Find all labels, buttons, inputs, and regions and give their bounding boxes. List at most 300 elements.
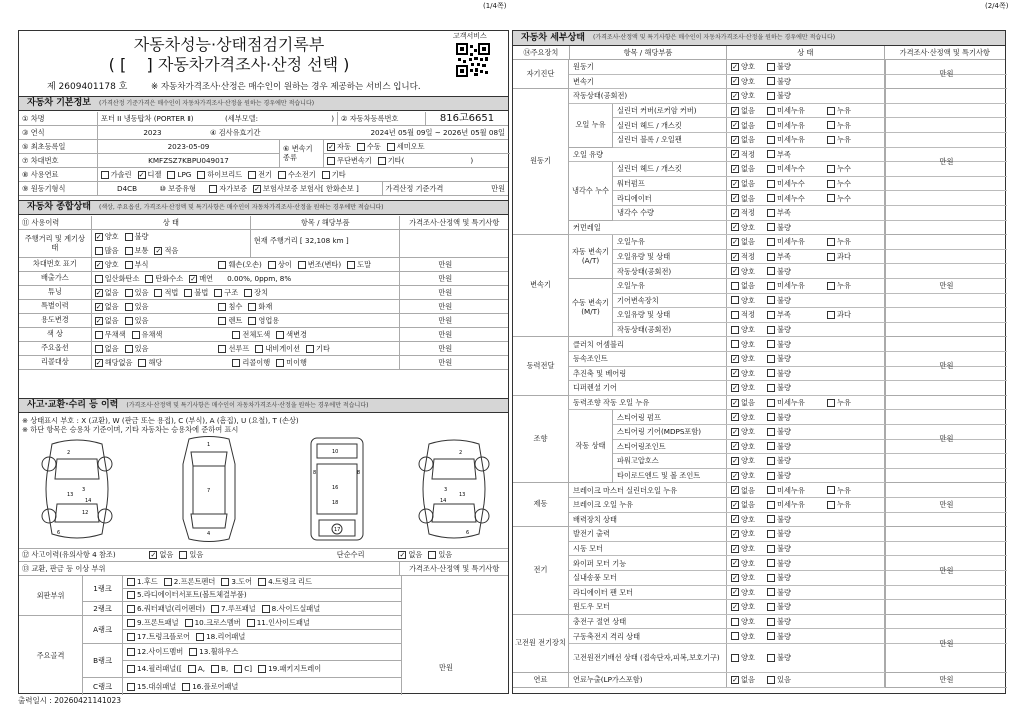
checkbox-icon[interactable] bbox=[767, 107, 775, 115]
summary-option[interactable]: 있음 bbox=[125, 345, 149, 353]
checkbox-icon[interactable] bbox=[827, 136, 835, 144]
checkbox-icon[interactable] bbox=[767, 209, 775, 217]
checkbox-icon[interactable] bbox=[731, 355, 739, 363]
checkbox-icon[interactable] bbox=[268, 261, 276, 269]
detail-state-option[interactable]: ✓ 양호 bbox=[731, 355, 763, 363]
checkbox-icon[interactable] bbox=[767, 165, 775, 173]
detail-state-option[interactable]: ✓ 없음 bbox=[731, 136, 763, 144]
detail-state-option[interactable]: ✓ 없음 bbox=[731, 399, 763, 407]
rank-part-option[interactable]: 19.패키지트레이 bbox=[258, 665, 321, 673]
detail-state-option[interactable]: 불량 bbox=[767, 545, 791, 553]
detail-state-option[interactable]: 누수 bbox=[827, 194, 851, 202]
checkbox-icon[interactable] bbox=[731, 545, 739, 553]
fuel-option[interactable]: 가솔린 bbox=[101, 171, 132, 179]
detail-state-option[interactable]: 불량 bbox=[767, 369, 791, 377]
summary-option[interactable]: 색변경 bbox=[276, 331, 307, 339]
checkbox-icon[interactable] bbox=[248, 171, 256, 179]
checkbox-icon[interactable] bbox=[767, 194, 775, 202]
transmission-option[interactable]: 무단변속기 bbox=[327, 157, 372, 165]
checkbox-icon[interactable] bbox=[767, 180, 775, 188]
summary-option[interactable]: 있음 bbox=[125, 317, 149, 325]
detail-state-option[interactable]: ✓ 양호 bbox=[731, 603, 763, 611]
checkbox-icon[interactable] bbox=[767, 223, 775, 231]
checkbox-icon[interactable] bbox=[149, 551, 157, 559]
detail-state-option[interactable]: 누유 bbox=[827, 282, 851, 290]
checkbox-icon[interactable] bbox=[827, 501, 835, 509]
fuel-option[interactable]: 하이브리드 bbox=[197, 171, 242, 179]
detail-state-option[interactable]: 양호 bbox=[731, 618, 763, 626]
checkbox-icon[interactable] bbox=[167, 171, 175, 179]
checkbox-icon[interactable] bbox=[247, 619, 255, 627]
checkbox-icon[interactable] bbox=[211, 605, 219, 613]
checkbox-icon[interactable] bbox=[211, 665, 219, 673]
detail-state-option[interactable]: ✓ 양호 bbox=[731, 267, 763, 275]
detail-state-option[interactable]: 불량 bbox=[767, 515, 791, 523]
accident-history-option[interactable]: ✓ 없음 bbox=[149, 551, 173, 559]
summary-option[interactable]: 미이행 bbox=[276, 359, 307, 367]
checkbox-icon[interactable] bbox=[827, 180, 835, 188]
checkbox-icon[interactable] bbox=[731, 209, 739, 217]
checkbox-icon[interactable] bbox=[767, 77, 775, 85]
checkbox-icon[interactable] bbox=[827, 107, 835, 115]
rank-part-option[interactable]: 11.인사이드패널 bbox=[247, 619, 310, 627]
checkbox-icon[interactable] bbox=[767, 457, 775, 465]
checkbox-icon[interactable] bbox=[731, 150, 739, 158]
checkbox-icon[interactable] bbox=[767, 515, 775, 523]
summary-option[interactable]: 상이 bbox=[268, 261, 292, 269]
detail-state-option[interactable]: 미세누유 bbox=[767, 501, 823, 509]
checkbox-icon[interactable] bbox=[127, 633, 135, 641]
checkbox-icon[interactable] bbox=[731, 326, 739, 334]
summary-option[interactable]: 내비게이션 bbox=[255, 345, 300, 353]
fuel-option[interactable]: 수소전기 bbox=[278, 171, 316, 179]
detail-state-option[interactable]: 불량 bbox=[767, 472, 791, 480]
detail-state-option[interactable]: ✓ 없음 bbox=[731, 486, 763, 494]
detail-state-option[interactable]: ✓ 양호 bbox=[731, 442, 763, 450]
warranty-option[interactable]: 자가보증 bbox=[209, 185, 247, 193]
detail-state-option[interactable]: 불량 bbox=[767, 384, 791, 392]
checkbox-icon[interactable] bbox=[428, 551, 436, 559]
checkbox-icon[interactable] bbox=[127, 605, 135, 613]
detail-state-option[interactable]: ✓ 적정 bbox=[731, 150, 763, 158]
checkbox-icon[interactable] bbox=[398, 551, 406, 559]
summary-option[interactable]: ✓ 양호 bbox=[95, 233, 119, 241]
checkbox-icon[interactable] bbox=[189, 275, 197, 283]
checkbox-icon[interactable] bbox=[731, 267, 739, 275]
checkbox-icon[interactable] bbox=[378, 157, 386, 165]
mileage-level-option[interactable]: ✓ 적음 bbox=[154, 247, 178, 255]
checkbox-icon[interactable] bbox=[731, 180, 739, 188]
summary-option[interactable]: 유채색 bbox=[132, 331, 163, 339]
summary-option[interactable]: ✓ 없음 bbox=[95, 317, 119, 325]
summary-option[interactable]: ✓ 매연 bbox=[189, 275, 213, 283]
checkbox-icon[interactable] bbox=[188, 665, 196, 673]
checkbox-icon[interactable] bbox=[127, 578, 135, 586]
detail-state-option[interactable]: 미세누수 bbox=[767, 194, 823, 202]
rank-part-option[interactable]: C] bbox=[234, 665, 252, 673]
checkbox-icon[interactable] bbox=[767, 632, 775, 640]
detail-state-option[interactable]: 미세누유 bbox=[767, 282, 823, 290]
checkbox-icon[interactable] bbox=[731, 618, 739, 626]
summary-option[interactable]: 렌트 bbox=[218, 317, 242, 325]
summary-option[interactable]: 장치 bbox=[244, 289, 268, 297]
checkbox-icon[interactable] bbox=[827, 311, 835, 319]
checkbox-icon[interactable] bbox=[138, 171, 146, 179]
detail-state-option[interactable]: 부족 bbox=[767, 311, 823, 319]
summary-option[interactable]: 영업용 bbox=[248, 317, 279, 325]
detail-state-option[interactable]: 불량 bbox=[767, 632, 791, 640]
checkbox-icon[interactable] bbox=[731, 413, 739, 421]
checkbox-icon[interactable] bbox=[95, 317, 103, 325]
detail-state-option[interactable]: 누유 bbox=[827, 136, 851, 144]
detail-state-option[interactable]: 양호 bbox=[731, 632, 763, 640]
checkbox-icon[interactable] bbox=[767, 676, 775, 684]
checkbox-icon[interactable] bbox=[767, 545, 775, 553]
detail-state-option[interactable]: 불량 bbox=[767, 355, 791, 363]
detail-state-option[interactable]: ✓ 양호 bbox=[731, 559, 763, 567]
detail-state-option[interactable]: ✓ 양호 bbox=[731, 369, 763, 377]
checkbox-icon[interactable] bbox=[767, 326, 775, 334]
rank-part-option[interactable]: 14.필러패널([ bbox=[127, 665, 182, 673]
rank-part-option[interactable]: 12.사이드멤버 bbox=[127, 648, 183, 656]
transmission-option[interactable]: 세미오토 bbox=[387, 143, 425, 151]
checkbox-icon[interactable] bbox=[95, 275, 103, 283]
checkbox-icon[interactable] bbox=[767, 413, 775, 421]
checkbox-icon[interactable] bbox=[731, 559, 739, 567]
summary-option[interactable]: 구조 bbox=[214, 289, 238, 297]
checkbox-icon[interactable] bbox=[731, 574, 739, 582]
checkbox-icon[interactable] bbox=[767, 369, 775, 377]
warranty-option[interactable]: ✓ 보험사보증 보험사[ 한화손보 ] bbox=[253, 185, 359, 193]
detail-state-option[interactable]: ✓ 없음 bbox=[731, 165, 763, 173]
summary-option[interactable]: ✓ 없음 bbox=[95, 289, 119, 297]
checkbox-icon[interactable] bbox=[184, 289, 192, 297]
checkbox-icon[interactable] bbox=[731, 296, 739, 304]
detail-state-option[interactable]: ✓ 적정 bbox=[731, 209, 763, 217]
detail-state-option[interactable]: 불량 bbox=[767, 413, 791, 421]
checkbox-icon[interactable] bbox=[731, 588, 739, 596]
detail-state-option[interactable]: 누유 bbox=[827, 501, 851, 509]
detail-state-option[interactable]: ✓ 양호 bbox=[731, 472, 763, 480]
summary-option[interactable]: 탄화수소 bbox=[145, 275, 183, 283]
simple-repair-option[interactable]: 있음 bbox=[428, 551, 452, 559]
summary-option[interactable]: 있음 bbox=[125, 289, 149, 297]
checkbox-icon[interactable] bbox=[767, 136, 775, 144]
transmission-option[interactable]: ✓ 자동 bbox=[327, 143, 351, 151]
detail-state-option[interactable]: 불량 bbox=[767, 92, 791, 100]
checkbox-icon[interactable] bbox=[827, 399, 835, 407]
checkbox-icon[interactable] bbox=[357, 143, 365, 151]
rank-part-option[interactable]: 15.대쉬패널 bbox=[127, 683, 176, 691]
checkbox-icon[interactable] bbox=[154, 289, 162, 297]
checkbox-icon[interactable] bbox=[767, 355, 775, 363]
checkbox-icon[interactable] bbox=[101, 171, 109, 179]
detail-state-option[interactable]: ✓ 없음 bbox=[731, 121, 763, 129]
checkbox-icon[interactable] bbox=[767, 530, 775, 538]
detail-state-option[interactable]: ✓ 없음 bbox=[731, 501, 763, 509]
summary-option[interactable]: ✓ 양호 bbox=[95, 261, 119, 269]
detail-state-option[interactable]: 누수 bbox=[827, 165, 851, 173]
rank-part-option[interactable]: 10.크로스멤버 bbox=[185, 619, 241, 627]
summary-option[interactable]: 전체도색 bbox=[232, 331, 270, 339]
rank-part-option[interactable]: 3.도어 bbox=[221, 578, 252, 586]
detail-state-option[interactable]: 불량 bbox=[767, 559, 791, 567]
mileage-level-option[interactable]: 보통 bbox=[125, 247, 149, 255]
detail-state-option[interactable]: 부족 bbox=[767, 209, 791, 217]
checkbox-icon[interactable] bbox=[214, 289, 222, 297]
checkbox-icon[interactable] bbox=[95, 247, 103, 255]
checkbox-icon[interactable] bbox=[232, 331, 240, 339]
detail-state-option[interactable]: ✓ 양호 bbox=[731, 77, 763, 85]
fuel-option[interactable]: ✓ 디젤 bbox=[138, 171, 162, 179]
checkbox-icon[interactable] bbox=[767, 603, 775, 611]
rank-part-option[interactable]: 6.쿼터패널(리어펜더) bbox=[127, 605, 205, 613]
detail-state-option[interactable]: 미세누유 bbox=[767, 399, 823, 407]
detail-state-option[interactable]: ✓ 양호 bbox=[731, 545, 763, 553]
checkbox-icon[interactable] bbox=[164, 578, 172, 586]
detail-state-option[interactable]: ✓ 양호 bbox=[731, 588, 763, 596]
summary-option[interactable]: 적법 bbox=[154, 289, 178, 297]
checkbox-icon[interactable] bbox=[127, 619, 135, 627]
detail-state-option[interactable]: ✓ 양호 bbox=[731, 92, 763, 100]
summary-option[interactable]: 기타 bbox=[306, 345, 330, 353]
checkbox-icon[interactable] bbox=[767, 399, 775, 407]
checkbox-icon[interactable] bbox=[731, 369, 739, 377]
rank-part-option[interactable]: 2.프론트펜더 bbox=[164, 578, 216, 586]
checkbox-icon[interactable] bbox=[347, 261, 355, 269]
detail-state-option[interactable]: 불량 bbox=[767, 340, 791, 348]
detail-state-option[interactable]: 불량 bbox=[767, 326, 791, 334]
checkbox-icon[interactable] bbox=[731, 399, 739, 407]
checkbox-icon[interactable] bbox=[125, 247, 133, 255]
detail-state-option[interactable]: 불량 bbox=[767, 223, 791, 231]
summary-option[interactable]: ✓ 없음 bbox=[95, 303, 119, 311]
checkbox-icon[interactable] bbox=[127, 683, 135, 691]
detail-state-option[interactable]: 불량 bbox=[767, 77, 791, 85]
checkbox-icon[interactable] bbox=[221, 578, 229, 586]
detail-state-option[interactable]: 양호 bbox=[731, 296, 763, 304]
checkbox-icon[interactable] bbox=[731, 253, 739, 261]
checkbox-icon[interactable] bbox=[827, 486, 835, 494]
rank-part-option[interactable]: 18.리어패널 bbox=[196, 633, 245, 641]
checkbox-icon[interactable] bbox=[185, 619, 193, 627]
checkbox-icon[interactable] bbox=[767, 296, 775, 304]
checkbox-icon[interactable] bbox=[127, 591, 135, 599]
checkbox-icon[interactable] bbox=[767, 92, 775, 100]
checkbox-icon[interactable] bbox=[276, 359, 284, 367]
summary-option[interactable]: 도말 bbox=[347, 261, 371, 269]
checkbox-icon[interactable] bbox=[731, 121, 739, 129]
simple-repair-option[interactable]: ✓ 없음 bbox=[398, 551, 422, 559]
detail-state-option[interactable]: ✓ 양호 bbox=[731, 223, 763, 231]
detail-state-option[interactable]: 미세누유 bbox=[767, 107, 823, 115]
checkbox-icon[interactable] bbox=[145, 275, 153, 283]
checkbox-icon[interactable] bbox=[209, 185, 217, 193]
checkbox-icon[interactable] bbox=[95, 261, 103, 269]
detail-state-option[interactable]: 불량 bbox=[767, 428, 791, 436]
detail-state-option[interactable]: 양호 bbox=[731, 654, 763, 662]
detail-state-option[interactable]: ✓ 없음 bbox=[731, 107, 763, 115]
rank-part-option[interactable]: A, bbox=[188, 665, 205, 673]
checkbox-icon[interactable] bbox=[95, 233, 103, 241]
checkbox-icon[interactable] bbox=[196, 633, 204, 641]
checkbox-icon[interactable] bbox=[248, 303, 256, 311]
checkbox-icon[interactable] bbox=[95, 359, 103, 367]
summary-option[interactable]: ✓ 해당없음 bbox=[95, 359, 133, 367]
detail-state-option[interactable]: 누유 bbox=[827, 107, 851, 115]
checkbox-icon[interactable] bbox=[125, 345, 133, 353]
checkbox-icon[interactable] bbox=[731, 165, 739, 173]
detail-state-option[interactable]: 있음 bbox=[767, 676, 791, 684]
checkbox-icon[interactable] bbox=[127, 665, 135, 673]
checkbox-icon[interactable] bbox=[95, 289, 103, 297]
summary-option[interactable]: 해당 bbox=[138, 359, 162, 367]
detail-state-option[interactable]: ✓ 없음 bbox=[731, 238, 763, 246]
checkbox-icon[interactable] bbox=[306, 345, 314, 353]
checkbox-icon[interactable] bbox=[767, 574, 775, 582]
checkbox-icon[interactable] bbox=[276, 331, 284, 339]
summary-option[interactable]: 리콜이행 bbox=[232, 359, 270, 367]
checkbox-icon[interactable] bbox=[154, 247, 162, 255]
checkbox-icon[interactable] bbox=[767, 559, 775, 567]
checkbox-icon[interactable] bbox=[127, 648, 135, 656]
detail-state-option[interactable]: ✓ 적정 bbox=[731, 253, 763, 261]
checkbox-icon[interactable] bbox=[827, 165, 835, 173]
checkbox-icon[interactable] bbox=[387, 143, 395, 151]
detail-state-option[interactable]: 미세누수 bbox=[767, 180, 823, 188]
checkbox-icon[interactable] bbox=[731, 340, 739, 348]
checkbox-icon[interactable] bbox=[731, 238, 739, 246]
detail-state-option[interactable]: ✓ 양호 bbox=[731, 413, 763, 421]
rank-part-option[interactable]: 4.트렁크 리드 bbox=[258, 578, 312, 586]
checkbox-icon[interactable] bbox=[95, 331, 103, 339]
summary-option[interactable]: 불량 bbox=[125, 233, 149, 241]
checkbox-icon[interactable] bbox=[132, 331, 140, 339]
detail-state-option[interactable]: 누수 bbox=[827, 180, 851, 188]
checkbox-icon[interactable] bbox=[731, 515, 739, 523]
checkbox-icon[interactable] bbox=[767, 340, 775, 348]
detail-state-option[interactable]: ✓ 양호 bbox=[731, 574, 763, 582]
checkbox-icon[interactable] bbox=[767, 654, 775, 662]
checkbox-icon[interactable] bbox=[731, 530, 739, 538]
checkbox-icon[interactable] bbox=[234, 665, 242, 673]
checkbox-icon[interactable] bbox=[731, 311, 739, 319]
checkbox-icon[interactable] bbox=[731, 457, 739, 465]
checkbox-icon[interactable] bbox=[125, 261, 133, 269]
checkbox-icon[interactable] bbox=[731, 676, 739, 684]
detail-state-option[interactable]: 불량 bbox=[767, 442, 791, 450]
detail-state-option[interactable]: ✓ 양호 bbox=[731, 63, 763, 71]
checkbox-icon[interactable] bbox=[258, 665, 266, 673]
summary-option[interactable]: 부식 bbox=[125, 261, 149, 269]
checkbox-icon[interactable] bbox=[189, 648, 197, 656]
detail-state-option[interactable]: ✓ 없음 bbox=[731, 194, 763, 202]
checkbox-icon[interactable] bbox=[218, 303, 226, 311]
detail-state-option[interactable]: 미세누유 bbox=[767, 136, 823, 144]
fuel-option[interactable]: LPG bbox=[167, 171, 191, 179]
checkbox-icon[interactable] bbox=[827, 238, 835, 246]
detail-state-option[interactable]: 누유 bbox=[827, 399, 851, 407]
detail-state-option[interactable]: 없음 bbox=[731, 282, 763, 290]
checkbox-icon[interactable] bbox=[731, 77, 739, 85]
checkbox-icon[interactable] bbox=[253, 185, 261, 193]
checkbox-icon[interactable] bbox=[278, 171, 286, 179]
checkbox-icon[interactable] bbox=[262, 605, 270, 613]
checkbox-icon[interactable] bbox=[327, 143, 335, 151]
summary-option[interactable]: 일산화탄소 bbox=[95, 275, 140, 283]
detail-state-option[interactable]: 적정 bbox=[731, 311, 763, 319]
checkbox-icon[interactable] bbox=[731, 63, 739, 71]
checkbox-icon[interactable] bbox=[767, 150, 775, 158]
checkbox-icon[interactable] bbox=[125, 303, 133, 311]
qr-code-icon[interactable] bbox=[456, 43, 490, 77]
checkbox-icon[interactable] bbox=[767, 267, 775, 275]
checkbox-icon[interactable] bbox=[767, 253, 775, 261]
rank-part-option[interactable]: 7.루프패널 bbox=[211, 605, 256, 613]
checkbox-icon[interactable] bbox=[731, 223, 739, 231]
detail-state-option[interactable]: 미세누유 bbox=[767, 486, 823, 494]
rank-part-option[interactable]: 1.후드 bbox=[127, 578, 158, 586]
checkbox-icon[interactable] bbox=[298, 261, 306, 269]
checkbox-icon[interactable] bbox=[731, 194, 739, 202]
checkbox-icon[interactable] bbox=[731, 107, 739, 115]
checkbox-icon[interactable] bbox=[731, 472, 739, 480]
checkbox-icon[interactable] bbox=[767, 311, 775, 319]
checkbox-icon[interactable] bbox=[767, 618, 775, 626]
rank-part-option[interactable]: 16.플로어패널 bbox=[182, 683, 238, 691]
checkbox-icon[interactable] bbox=[218, 345, 226, 353]
detail-state-option[interactable]: ✓ 없음 bbox=[731, 676, 763, 684]
checkbox-icon[interactable] bbox=[767, 428, 775, 436]
rank-part-option[interactable]: 9.프론트패널 bbox=[127, 619, 179, 627]
detail-state-option[interactable]: 누유 bbox=[827, 486, 851, 494]
summary-option[interactable]: 훼손(오손) bbox=[218, 261, 261, 269]
detail-state-option[interactable]: 과다 bbox=[827, 253, 851, 261]
summary-option[interactable]: 변조(변타) bbox=[298, 261, 341, 269]
detail-state-option[interactable]: 불량 bbox=[767, 63, 791, 71]
checkbox-icon[interactable] bbox=[827, 253, 835, 261]
checkbox-icon[interactable] bbox=[731, 136, 739, 144]
detail-state-option[interactable]: 미세누수 bbox=[767, 165, 823, 173]
summary-option[interactable]: 있음 bbox=[125, 303, 149, 311]
rank-part-option[interactable]: 13.휠하우스 bbox=[189, 648, 238, 656]
checkbox-icon[interactable] bbox=[767, 121, 775, 129]
detail-state-option[interactable]: 누유 bbox=[827, 121, 851, 129]
checkbox-icon[interactable] bbox=[95, 303, 103, 311]
rank-part-option[interactable]: 17.트렁크플로어 bbox=[127, 633, 190, 641]
checkbox-icon[interactable] bbox=[322, 171, 330, 179]
detail-state-option[interactable]: 부족 bbox=[767, 150, 791, 158]
detail-state-option[interactable]: 불량 bbox=[767, 618, 791, 626]
checkbox-icon[interactable] bbox=[731, 92, 739, 100]
summary-option[interactable]: 침수 bbox=[218, 303, 242, 311]
checkbox-icon[interactable] bbox=[258, 578, 266, 586]
checkbox-icon[interactable] bbox=[731, 442, 739, 450]
rank-part-option[interactable]: B, bbox=[211, 665, 228, 673]
checkbox-icon[interactable] bbox=[767, 588, 775, 596]
detail-state-option[interactable]: ✓ 양호 bbox=[731, 515, 763, 523]
checkbox-icon[interactable] bbox=[731, 603, 739, 611]
checkbox-icon[interactable] bbox=[182, 683, 190, 691]
checkbox-icon[interactable] bbox=[248, 317, 256, 325]
checkbox-icon[interactable] bbox=[731, 384, 739, 392]
detail-state-option[interactable]: 과다 bbox=[827, 311, 851, 319]
detail-state-option[interactable]: 불량 bbox=[767, 267, 791, 275]
checkbox-icon[interactable] bbox=[767, 501, 775, 509]
checkbox-icon[interactable] bbox=[125, 233, 133, 241]
summary-option[interactable]: 무채색 bbox=[95, 331, 126, 339]
checkbox-icon[interactable] bbox=[731, 501, 739, 509]
